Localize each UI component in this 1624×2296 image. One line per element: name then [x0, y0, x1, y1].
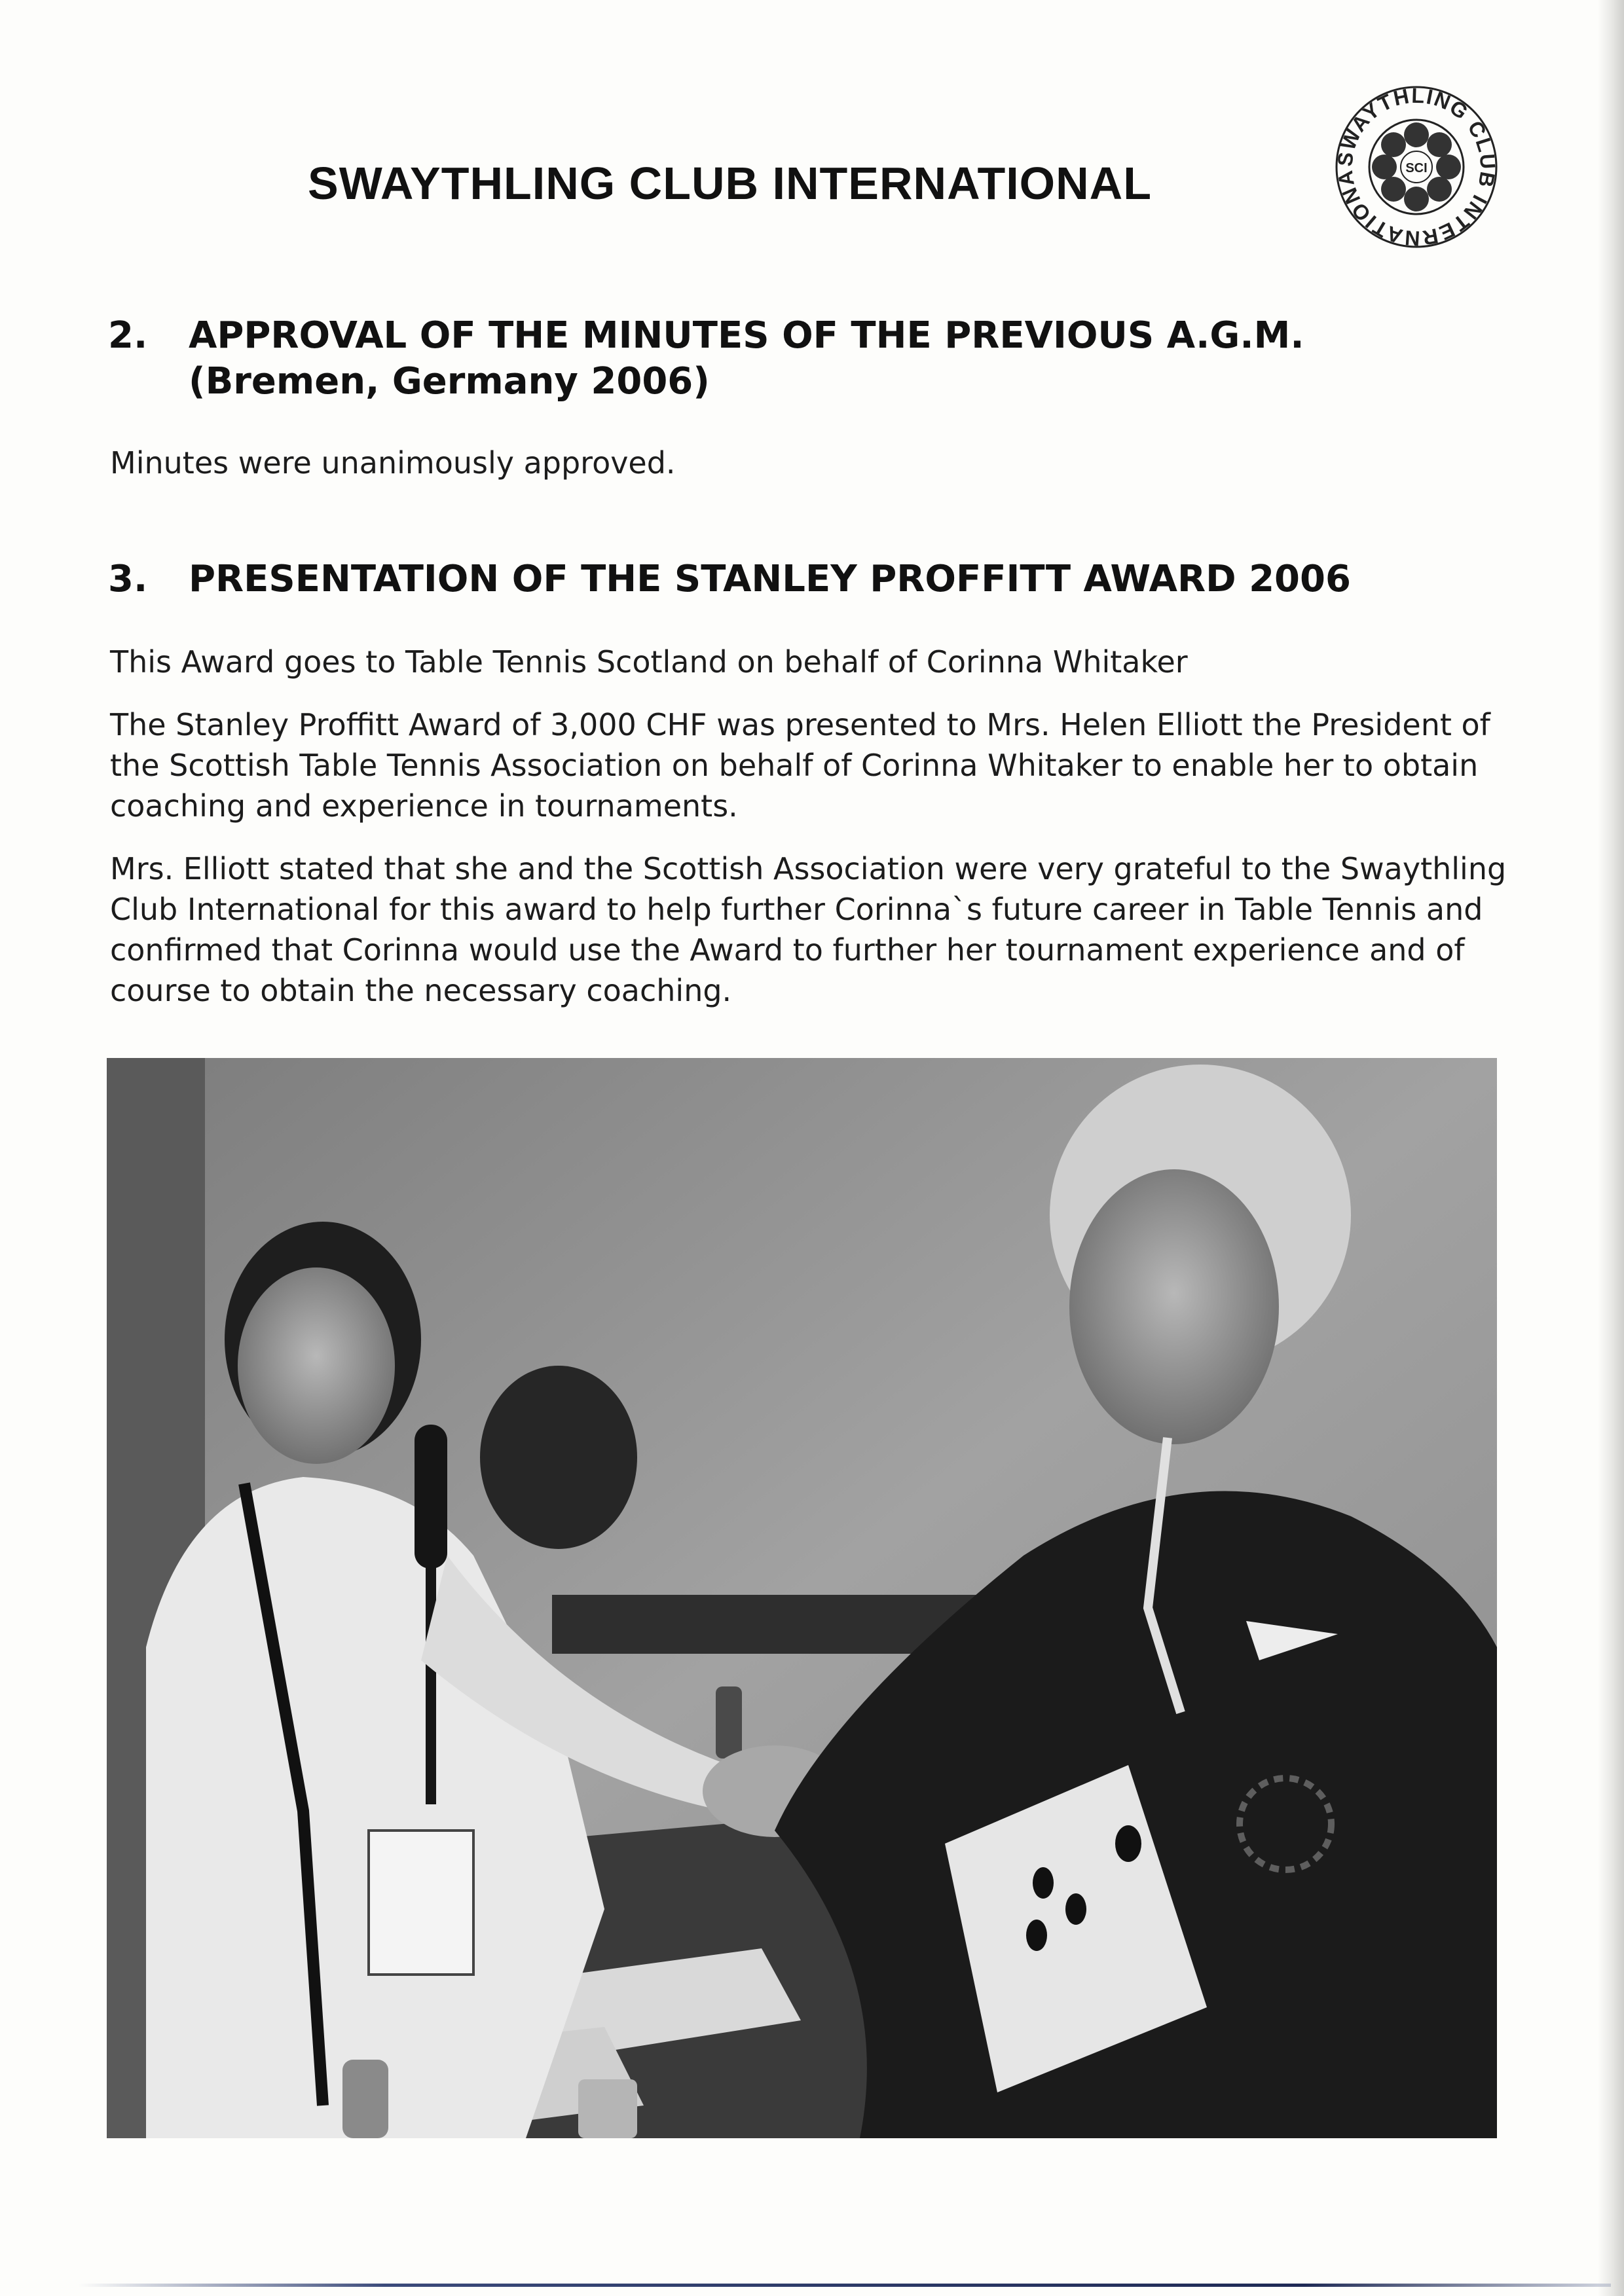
section-2-title-line2: (Bremen, Germany 2006) — [189, 360, 710, 403]
section-3-number: 3. — [108, 558, 148, 600]
bottom-scan-rule — [79, 2284, 1611, 2287]
section-3-title-line1: PRESENTATION OF THE STANLEY PROFFITT AWARD 2006 — [189, 558, 1351, 600]
logo-center-text: SCI — [1405, 161, 1428, 175]
sci-logo — [1328, 79, 1505, 255]
section-3-paragraph-1: This Award goes to Table Tennis Scotland on behalf of Corinna Whitaker — [110, 644, 1188, 680]
section-3-paragraph-3: Mrs. Elliott stated that she and the Scottish Association were very grateful to the Swaythling Club International for this award to help further Corinna`s future career in Table Tennis and confirmed that Corinna would use the Award to further her tournament experience and of course to obtain the necessary coaching. — [110, 851, 1507, 1008]
section-2-paragraph-1: Minutes were unanimously approved. — [110, 445, 676, 481]
section-2-title-line1: APPROVAL OF THE MINUTES OF THE PREVIOUS A.G.M. — [189, 314, 1304, 357]
section-3-paragraph-2: The Stanley Proffitt Award of 3,000 CHF was presented to Mrs. Helen Elliott the President of the Scottish Table Tennis Association on behalf of Corinna Whitaker to enable her to obtain coaching and experience in tournaments. — [110, 707, 1490, 824]
award-presentation-photo — [107, 1058, 1497, 2138]
page-header-title: SWAYTHLING CLUB INTERNATIONAL — [308, 158, 1152, 209]
handshake-photo-icon — [107, 1058, 1497, 2138]
section-3-heading — [108, 556, 1351, 602]
scan-page-edge — [1598, 0, 1624, 2296]
section-2-heading — [108, 313, 1304, 405]
section-2-number: 2. — [108, 314, 148, 357]
logo-ring-text: SWAYTHLING CLUB INTERNATIONA — [1333, 83, 1500, 251]
sci-logo-icon — [1328, 79, 1505, 255]
